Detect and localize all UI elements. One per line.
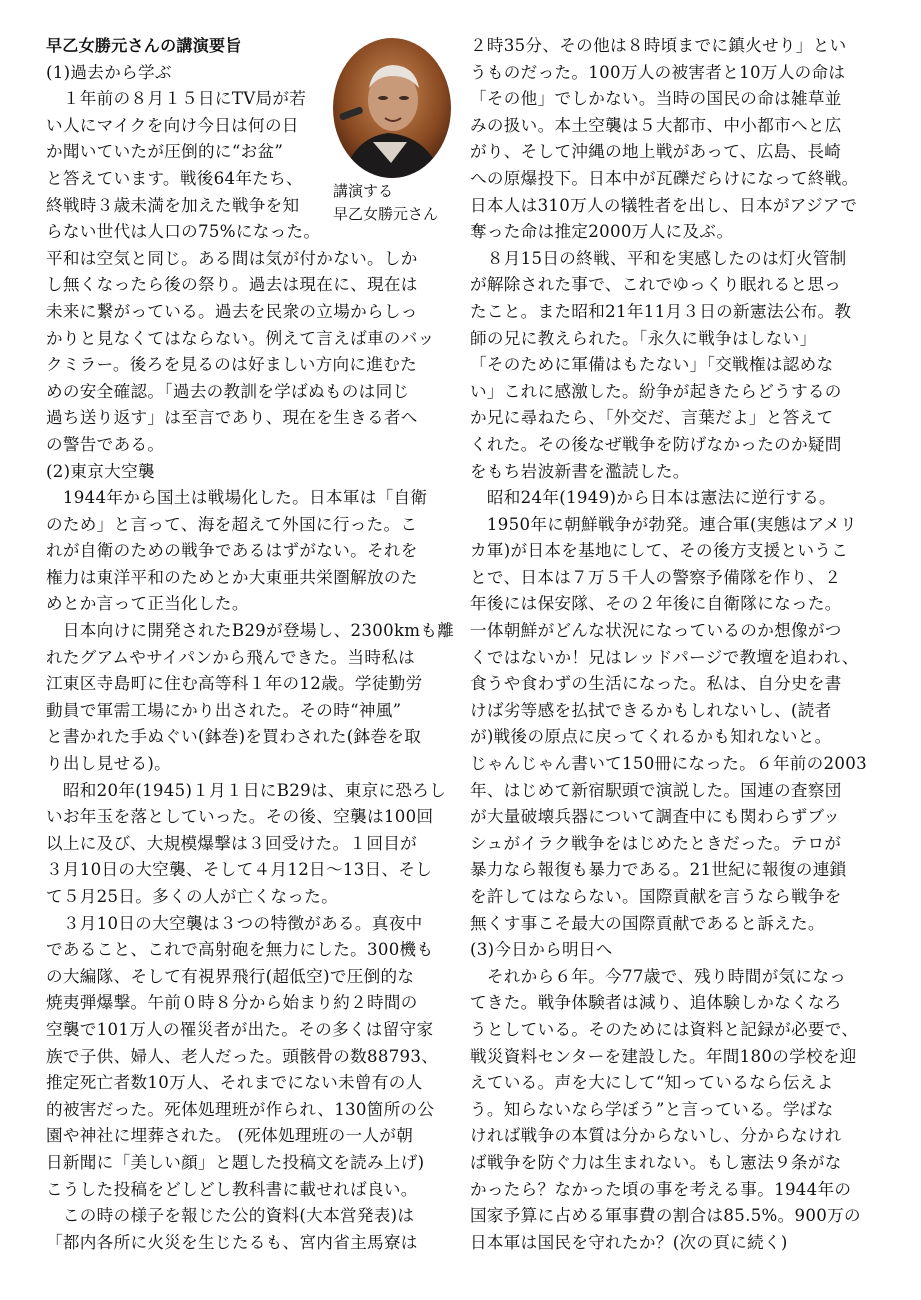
text-line: けば劣等感を払拭できるかもしれないし、(読者 bbox=[470, 700, 832, 720]
text-line: 師の兄に教えられた。「永久に戦争はしない」 bbox=[470, 328, 817, 348]
text-line: 昭和20年(1945)１月１日にB29は、東京に恐ろし bbox=[46, 780, 447, 800]
text-line: への原爆投下。日本中が瓦礫だらけになって終戦。 bbox=[470, 168, 859, 188]
text-line: と答えています。戦後64年たち、 bbox=[46, 168, 303, 188]
text-line: こうした投稿をどしどし教科書に載せれば良い。 bbox=[46, 1179, 418, 1199]
text-line: 日本向けに開発されたB29が登場し、2300kmも離 bbox=[46, 621, 454, 641]
text-line: くれた。その後なぜ戦争を防げなかったのか疑問 bbox=[470, 434, 842, 454]
text-line: 過ち送り返す」は至言であり、現在を生きる者へ bbox=[46, 408, 418, 428]
text-line: ば戦争を防ぐ力は生まれない。もし憲法９条がな bbox=[470, 1152, 842, 1172]
text-line: それから６年。今77歳で、残り時間が気になっ bbox=[470, 966, 847, 986]
text-line: 暴力なら報復も暴力である。21世紀に報復の連鎖 bbox=[470, 860, 847, 880]
text-line: えている。声を大にして“知っているなら伝えよ bbox=[470, 1073, 834, 1093]
text-line: が解除された事で、これでゆっくり眠れると思っ bbox=[470, 275, 842, 295]
right-column bbox=[470, 33, 885, 1256]
text-line: 権力は東洋平和のためとか大東亜共栄圏解放のた bbox=[46, 567, 418, 587]
text-line: ３月10日の大空襲、そして４月12日～13日、そし bbox=[46, 860, 433, 880]
text-line: 年後には保安隊、その２年後に自衛隊になった。 bbox=[470, 594, 842, 614]
text-line: くではないか！兄はレッドパージで教壇を追われ、 bbox=[470, 647, 859, 667]
text-line: 以上に及び、大規模爆撃は３回受けた。１回目が bbox=[46, 833, 417, 853]
text-line: シュがイラク戦争をはじめたときだった。テロが bbox=[470, 833, 842, 853]
text-line: 江東区寺島町に住む高等科１年の12歳。学徒勤労 bbox=[46, 674, 423, 694]
text-line: い人にマイクを向け今日は何の日 bbox=[46, 115, 299, 135]
text-line: が)戦後の原点に戻ってくれるかも知れないと。 bbox=[470, 727, 832, 747]
text-line: のため」と言って、海を超えて外国に行った。こ bbox=[46, 514, 418, 534]
text-line: この時の様子を報じた公的資料(大本営発表)は bbox=[46, 1206, 415, 1226]
text-line: クミラー。後ろを見るのは好ましい方向に進むた bbox=[46, 355, 417, 375]
text-line: 族で子供、婦人、老人だった。頭骸骨の数88793、 bbox=[46, 1046, 439, 1066]
text-line: 奪った命は推定2000万人に及ぶ。 bbox=[470, 222, 734, 242]
text-line: 年、はじめて新宿駅頭で演説した。国連の査察団 bbox=[470, 780, 842, 800]
text-line: 「そのために軍備はもたない」「交戦権は認めな bbox=[470, 355, 834, 375]
text-line: 推定死亡者数10万人、それまでにない未曾有の人 bbox=[46, 1073, 423, 1093]
photo-caption bbox=[333, 180, 457, 226]
text-line: が大量破壊兵器について調査中にも関わらずブッ bbox=[470, 807, 841, 827]
text-line: 昭和24年(1949)から日本は憲法に逆行する。 bbox=[470, 488, 836, 508]
text-line: (1)過去から学ぶ bbox=[46, 62, 172, 82]
text-line: れが自衛のための戦争であるはずがない。それを bbox=[46, 541, 418, 561]
text-line: り出し見せる)。 bbox=[46, 754, 172, 774]
text-line: めの安全確認。「過去の教訓を学ばぬものは同じ bbox=[46, 381, 410, 401]
text-line: かったら？なかった頃の事を考える事。1944年の bbox=[470, 1179, 852, 1199]
text-line: う。知らないなら学ぼう”と言っている。学ばな bbox=[470, 1099, 834, 1119]
text-line: 1950年に朝鮮戦争が勃発。連合軍(実態はアメリ bbox=[470, 514, 858, 534]
text-line: て５月25日。多くの人が亡くなった。 bbox=[46, 887, 339, 906]
text-line: てきた。戦争体験者は減り、追体験しかなくなろ bbox=[470, 993, 842, 1013]
text-line: たこと。また昭和21年11月３日の新憲法公布。教 bbox=[470, 301, 852, 321]
text-line: 空襲で101万人の罹災者が出た。その多くは留守家 bbox=[46, 1019, 434, 1039]
text-line: 国家予算に占める軍事費の割合は85.5%。900万の bbox=[470, 1206, 861, 1226]
text-line: カ軍)が日本を基地にして、その後方支援というこ bbox=[470, 541, 849, 561]
text-line: 未来に繋がっている。過去を民衆の立場からしっ bbox=[46, 301, 418, 321]
text-line: をもち岩波新書を濫読した。 bbox=[470, 461, 690, 481]
text-line: 焼夷弾爆撃。午前０時８分から始まり約２時間の bbox=[46, 993, 418, 1013]
text-line: れたグアムやサイパンから飛んできた。当時私は bbox=[46, 647, 416, 667]
text-line: 無くす事こそ最大の国際貢献であると訴えた。 bbox=[470, 913, 825, 933]
text-line: 動員で軍需工場にかり出された。その時“神風” bbox=[46, 700, 402, 720]
text-line: 園や神社に埋葬された。 (死体処理班の一人が朝 bbox=[46, 1126, 414, 1146]
text-line: 終戦時３歳未満を加えた戦争を知 bbox=[46, 195, 300, 215]
article-title: 早乙女勝元さんの講演要旨 bbox=[46, 36, 242, 55]
text-line: であること、これで高射砲を無力にした。300機も bbox=[46, 940, 434, 960]
text-line: めとか言って正当化した。 bbox=[46, 594, 249, 614]
text-line: 戦災資料センターを建設した。年間180の学校を迎 bbox=[470, 1046, 857, 1066]
text-line: 平和は空気と同じ。ある間は気が付かない。しか bbox=[46, 248, 418, 268]
speaker-photo bbox=[333, 38, 451, 178]
text-line: か聞いていたが圧倒的に“お盆” bbox=[46, 142, 284, 162]
text-line: いお年玉を落としていった。その後、空襲は100回 bbox=[46, 807, 434, 827]
text-line: ければ戦争の本質は分からないし、分からなけれ bbox=[470, 1126, 842, 1146]
text-line: 「都内各所に火災を生じたるも、宮内省主馬寮は bbox=[46, 1232, 418, 1252]
text-line: 1944年から国土は戦場化した。日本軍は「自衛 bbox=[46, 488, 428, 508]
text-line: ８月15日の終戦、平和を実感したのは灯火管制 bbox=[470, 248, 847, 268]
text-line: ３月10日の大空襲は３つの特徴がある。真夜中 bbox=[46, 913, 423, 933]
text-line: と書かれた手ぬぐい(鉢巻)を買わされた(鉢巻を取 bbox=[46, 727, 422, 747]
text-line: を許してはならない。国際貢献を言うなら戦争を bbox=[470, 887, 842, 906]
text-line: 日本人は310万人の犠牲者を出し、日本がアジアで bbox=[470, 195, 858, 215]
text-line: 「その他」でしかない。当時の国民の命は雑草並 bbox=[470, 89, 842, 109]
text-line: ２時35分、その他は８時頃までに鎮火せり」とい bbox=[470, 36, 847, 55]
text-line: し無くなったら後の祭り。過去は現在に、現在は bbox=[46, 275, 418, 295]
text-line: じゃんじゃん書いて150冊になった。６年前の2003 bbox=[470, 754, 867, 774]
text-line: うとしている。そのためには資料と記録が必要で、 bbox=[470, 1019, 859, 1039]
text-line: みの扱い。本土空襲は５大都市、中小都市へと広 bbox=[470, 115, 842, 135]
text-line: の警告である。 bbox=[46, 434, 165, 454]
text-line: の大編隊、そして有視界飛行(超低空)で圧倒的な bbox=[46, 966, 415, 986]
text-line: 一体朝鮮がどんな状況になっているのか想像がつ bbox=[470, 621, 842, 641]
text-line: 日新聞に「美しい顔」と題した投稿文を読み上げ) bbox=[46, 1152, 425, 1172]
text-line: らない世代は人口の75%になった。 bbox=[46, 222, 321, 242]
text-line: がり、そして沖縄の地上戦があって、広島、長崎 bbox=[470, 142, 842, 162]
text-line: かりと見なくてはならない。例えて言えば車のバッ bbox=[46, 328, 435, 348]
text-line: (2)東京大空襲 bbox=[46, 461, 155, 481]
text-line: 食うや食わずの生活になった。私は、自分史を書 bbox=[470, 674, 842, 694]
text-line: い」これに感激した。紛争が起きたらどうするの bbox=[470, 381, 842, 401]
photo-caption-line: 講演する bbox=[333, 182, 394, 200]
text-line: １年前の８月１５日にTV局が若 bbox=[46, 89, 307, 109]
photo-caption-line: 早乙女勝元さん bbox=[333, 205, 439, 223]
text-line: 日本軍は国民を守れたか？(次の頁に続く) bbox=[470, 1232, 788, 1252]
text-line: 的被害だった。死体処理班が作られ、130箇所の公 bbox=[46, 1099, 435, 1119]
text-line: か兄に尋ねたら、「外交だ、言葉だよ」と答えて bbox=[470, 408, 834, 428]
text-line: うものだった。100万人の被害者と10万人の命は bbox=[470, 62, 846, 82]
text-line: とで、日本は７万５千人の警察予備隊を作り、２ bbox=[470, 567, 842, 587]
text-line: (3)今日から明日へ bbox=[470, 940, 613, 960]
